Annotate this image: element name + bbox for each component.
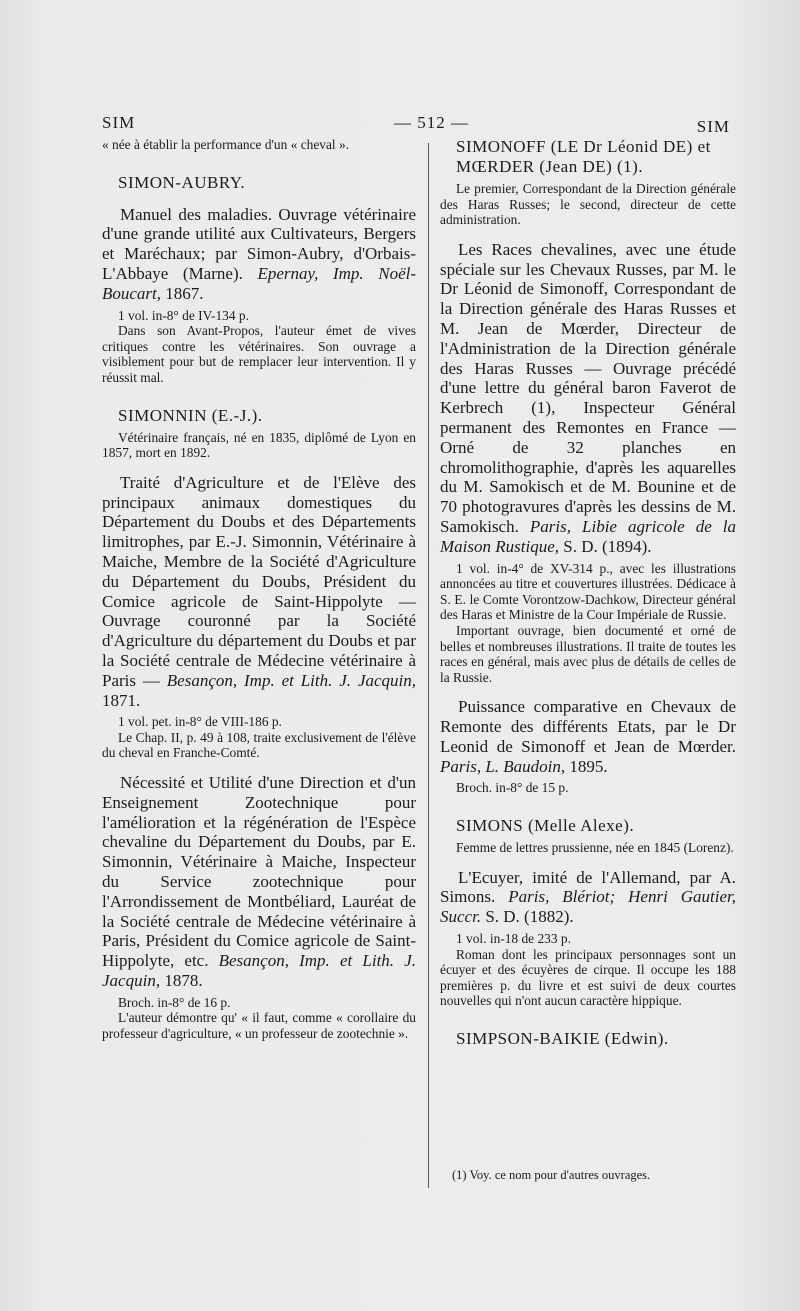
entry-note: Dans son Avant-Propos, l'auteur émet de vives critiques contre les vétérinaires. Son ouvrage a visiblement pour but de remplacer leur intervention. Il y réussit mal. — [102, 323, 416, 385]
entry-description: 1 vol. in-8° de IV-134 p. — [118, 307, 249, 323]
entry-heading: SIMON-AUBRY. — [118, 172, 246, 192]
entry-note: Le Chap. II, p. 49 à 108, traite exclusivement de l'élève du cheval en Franche-Comté. — [102, 729, 416, 761]
entry-description: 1 vol. pet. in-8° de VIII-186 p. — [118, 714, 282, 730]
entry-description: Broch. in-8° de 16 p. — [118, 994, 231, 1010]
left-column — [102, 137, 416, 1042]
entry-description: Broch. in-8° de 15 p. — [456, 780, 569, 796]
entry-note: L'auteur démontre qu' « il faut, comme « corollaire du professeur d'agriculture, « un professeur de zootechnie ». — [102, 1010, 416, 1042]
entry-title: Traité d'Agriculture et de l'Elève des principaux animaux domestiques du Département du Doubs et des Départements limitrophes, par E.-J. Simonnin, Vétérinaire à Maiche, Membre de la Société d'Agriculture du Département du Doubs, Président du Comice agricole de Saint-Hippolyte — Ouvrage couronné par la Société d'Agriculture du département du Doubs et par la Société centrale de Médecine vétérinaire à Paris — Besançon, Imp. et Lith. J. Jacquin, 1871. — [102, 472, 417, 710]
header-right: SIM — [696, 117, 730, 136]
entry-note: Important ouvrage, bien documenté et orné de belles et nombreuses illustrations. Il traite de toutes les races en général, mais avec plus de détails de celles de la Russie. — [440, 622, 736, 685]
entry-description: 1 vol. in-18 de 233 p. — [456, 931, 571, 947]
entry-heading: SIMPSON-BAIKIE (Edwin). — [456, 1029, 669, 1049]
entry-title: Puissance comparative en Chevaux de Remonte des différents Etats, par le Dr Leonid de Simonoff et Jean de Mœrder. Paris, L. Baudoin, 1895. — [440, 697, 736, 776]
continued-note: « née à établir la performance d'un « cheval ». — [102, 137, 350, 152]
running-header — [102, 113, 730, 139]
entry-heading: SIMONS (Melle Alexe). — [456, 816, 635, 836]
entry-title: L'Ecuyer, imité de l'Allemand, par A. Simons. Paris, Blériot; Henri Gautier, Succr. S. D. (1882). — [440, 867, 736, 927]
entry-note: Roman dont les principaux personnages sont un écuyer et des écuyères de cirque. Il occupe les 188 premières p. du livre et est suivi de deux courtes nouvelles qui n'ont aucun caractère hippique. — [440, 946, 736, 1009]
column-divider — [428, 143, 429, 1188]
right-column — [440, 137, 736, 1049]
author-bio: Vétérinaire français, né en 1835, diplômé de Lyon en 1857, mort en 1892. — [102, 429, 416, 461]
page-number: — 512 — — [394, 113, 469, 132]
entry-title: Nécessité et Utilité d'une Direction et d'un Enseignement Zootechnique pour l'amélioration et la régénération de l'Espèce chevaline du Département du Doubs, par E. Simonnin, Vétérinaire à Maiche, Inspecteur du Service zootechnique pour l'Arrondissement de Montbéliard, Lauréat de la Société centrale de Médecine vétérinaire à Paris, Président du Comice agricole de Saint-Hippolyte, etc. Besançon, Imp. et Lith. J. Jacquin, 1878. — [102, 773, 416, 991]
author-bio: Femme de lettres prussienne, née en 1845 (Lorenz). — [456, 840, 734, 856]
entry-heading: SIMONNIN (E.-J.). — [118, 405, 263, 425]
header-left: SIM — [102, 113, 136, 132]
entry-title: Manuel des maladies. Ouvrage vétérinaire d'une grande utilité aux Cultivateurs, Bergers et Maréchaux; par Simon-Aubry, d'Orbais-L'Abbaye (Marne). Epernay, Imp. Noël-Boucart, 1867. — [102, 204, 416, 303]
entry-heading: SIMONOFF (LE Dr Léonid DE) et MŒRDER (Jean DE) (1). — [456, 137, 711, 176]
entry-description: 1 vol. in-4° de XV-314 p., avec les illustrations annoncées au titre et couvertures illustrées. Dédicace à S. E. le Comte Vorontzow-Dachkow, Directeur général des Haras et Ministre de la Cour Impériale de Russie. — [440, 560, 736, 623]
footnote: (1) Voy. ce nom pour d'autres ouvrages. — [452, 1168, 651, 1182]
entry-title: Les Races chevalines, avec une étude spéciale sur les Chevaux Russes, par M. le Dr Léonid de Simonoff, Correspondant de la Direction générale des Haras Russes et M. Jean de Mœrder, Directeur de l'Administration de la Direction générale des Haras Russes — Ouvrage précédé d'une lettre du général baron Faverot de Kerbrech (1), Inspecteur Général permanent des Remontes en France — Orné de 32 planches en chromolithographie, d'après les aquarelles du M. Samokisch et de M. Bounine et de 70 photogravures d'après les dessins de M. Samokisch. Paris, Libie agricole de la Maison Rustique, S. D. (1894). — [440, 239, 737, 556]
author-bio: Le premier, Correspondant de la Direction générale des Haras Russes; le second, directeur de cette administration. — [440, 181, 736, 228]
